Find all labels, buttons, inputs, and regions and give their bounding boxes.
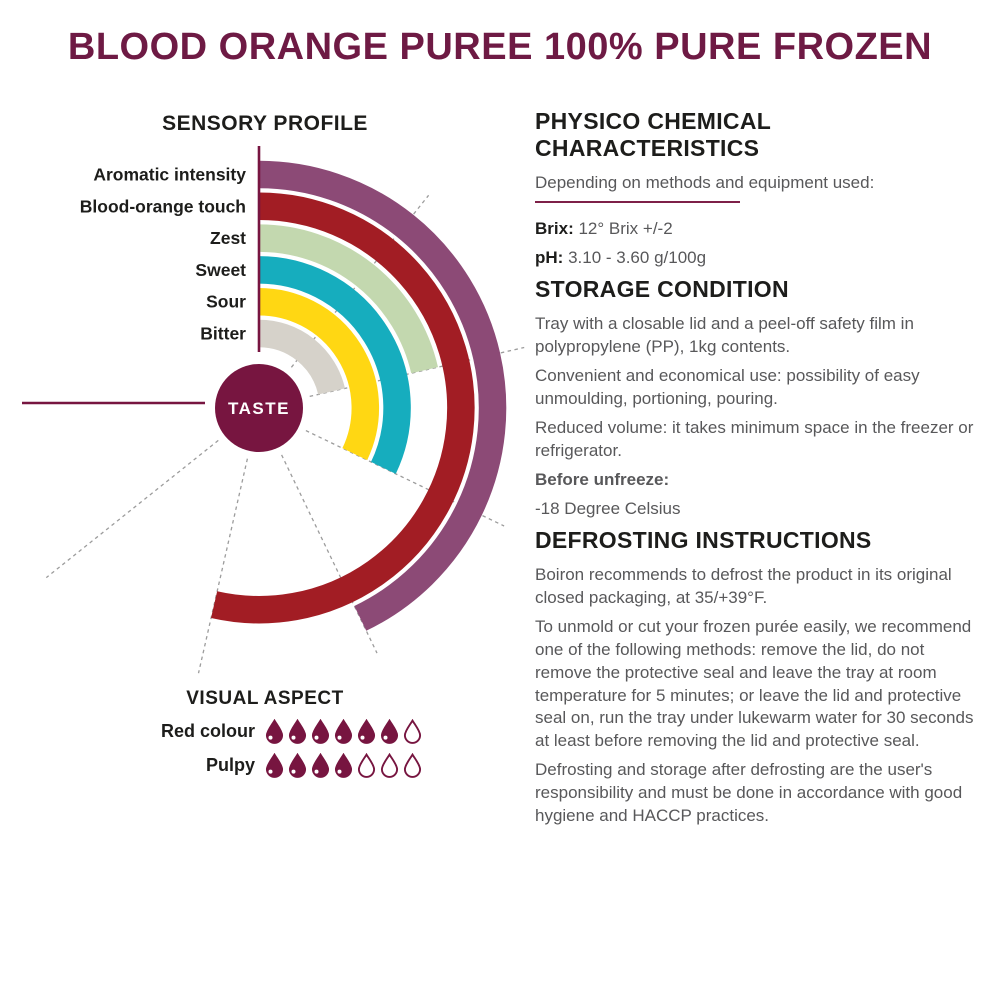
storage-paragraph: Convenient and economical use: possibility of easy unmoulding, portioning, pouring.: [535, 366, 920, 408]
sensory-profile-heading: SENSORY PROFILE: [162, 112, 368, 135]
defrosting-paragraph: To unmold or cut your frozen purée easily, we recommend one of the following methods: remove the lid, do not remove the protective seal and leave the tray at room temperature for 5 minutes; or leave the lid and protective seal on, run the tray under lukewarm water for 30 seconds at least before removing the lid and protective seal.: [535, 616, 974, 751]
sensory-profile-chart: [0, 0, 530, 700]
page-title: BLOOD ORANGE PUREE 100% PURE FROZEN: [67, 26, 933, 68]
droplet-icon-empty: [357, 753, 376, 778]
attribute-label: Sweet: [195, 259, 246, 280]
brix-line: [535, 218, 980, 241]
visual-aspect-label: Pulpy: [205, 755, 255, 775]
attribute-label: Aromatic intensity: [93, 164, 246, 185]
brix-label: Brix:: [535, 219, 574, 239]
droplet-icon-filled: [265, 753, 284, 778]
taste-label: TASTE: [228, 399, 290, 418]
grid-line: [282, 455, 377, 653]
before-unfreeze-label: Before unfreeze:: [535, 469, 670, 489]
visual-aspect-section: [55, 688, 475, 778]
droplet-icon-filled: [288, 719, 307, 744]
attribute-label: Sour: [206, 291, 246, 312]
droplet-icon-filled: [288, 753, 307, 778]
visual-aspect-heading: VISUAL ASPECT: [186, 688, 344, 709]
droplet-icon-filled: [311, 719, 330, 744]
droplet-icon-filled: [334, 719, 353, 744]
droplet-rating: [265, 719, 422, 744]
defrosting-paragraph: Defrosting and storage after defrosting are the user's responsibility and must be done in accordance with good hygiene and HACCP practices.: [535, 760, 963, 826]
defrosting-instructions-section: [535, 527, 980, 828]
visual-aspect-row-pulpy: [55, 753, 475, 778]
droplet-icon-filled: [334, 753, 353, 778]
droplet-icon-filled: [380, 719, 399, 744]
ph-line: [535, 247, 980, 270]
physico-intro: Depending on methods and equipment used:: [535, 173, 875, 193]
storage-condition-section: [535, 276, 980, 521]
droplet-rating: [265, 753, 422, 778]
attribute-label: Blood-orange touch: [79, 196, 246, 217]
brix-value: 12° Brix +/-2: [578, 219, 673, 239]
defrosting-paragraph: Boiron recommends to defrost the product in its original closed packaging, at 35/+39°F.: [535, 564, 952, 607]
defrosting-heading: DEFROSTING INSTRUCTIONS: [535, 526, 872, 553]
droplet-icon-empty: [403, 753, 422, 778]
visual-aspect-row-red-colour: [55, 719, 475, 744]
grid-line: [199, 459, 248, 674]
droplet-icon-filled: [357, 719, 376, 744]
visual-aspect-label: Red colour: [160, 721, 255, 741]
storage-paragraph: Tray with a closable lid and a peel-off safety film in polypropylene (PP), 1kg contents.: [535, 314, 914, 357]
droplet-icon-filled: [311, 753, 330, 778]
droplet-icon-empty: [403, 719, 422, 744]
storage-paragraph: Reduced volume: it takes minimum space in the freezer or refrigerator.: [535, 417, 974, 460]
accent-rule: [535, 201, 740, 203]
attribute-label: Zest: [210, 228, 246, 249]
storage-heading: STORAGE CONDITION: [535, 276, 789, 303]
physico-chemical-section: [535, 108, 980, 270]
attribute-label: Bitter: [200, 323, 246, 344]
grid-line: [46, 440, 218, 577]
ph-value: 3.10 - 3.60 g/100g: [568, 248, 707, 268]
droplet-icon-filled: [265, 719, 284, 744]
ph-label: pH:: [535, 248, 564, 268]
physico-heading: PHYSICO CHEMICAL CHARACTERISTICS: [535, 108, 771, 162]
before-unfreeze-value: -18 Degree Celsius: [535, 498, 681, 518]
details-column: [535, 108, 980, 834]
droplet-icon-empty: [380, 753, 399, 778]
